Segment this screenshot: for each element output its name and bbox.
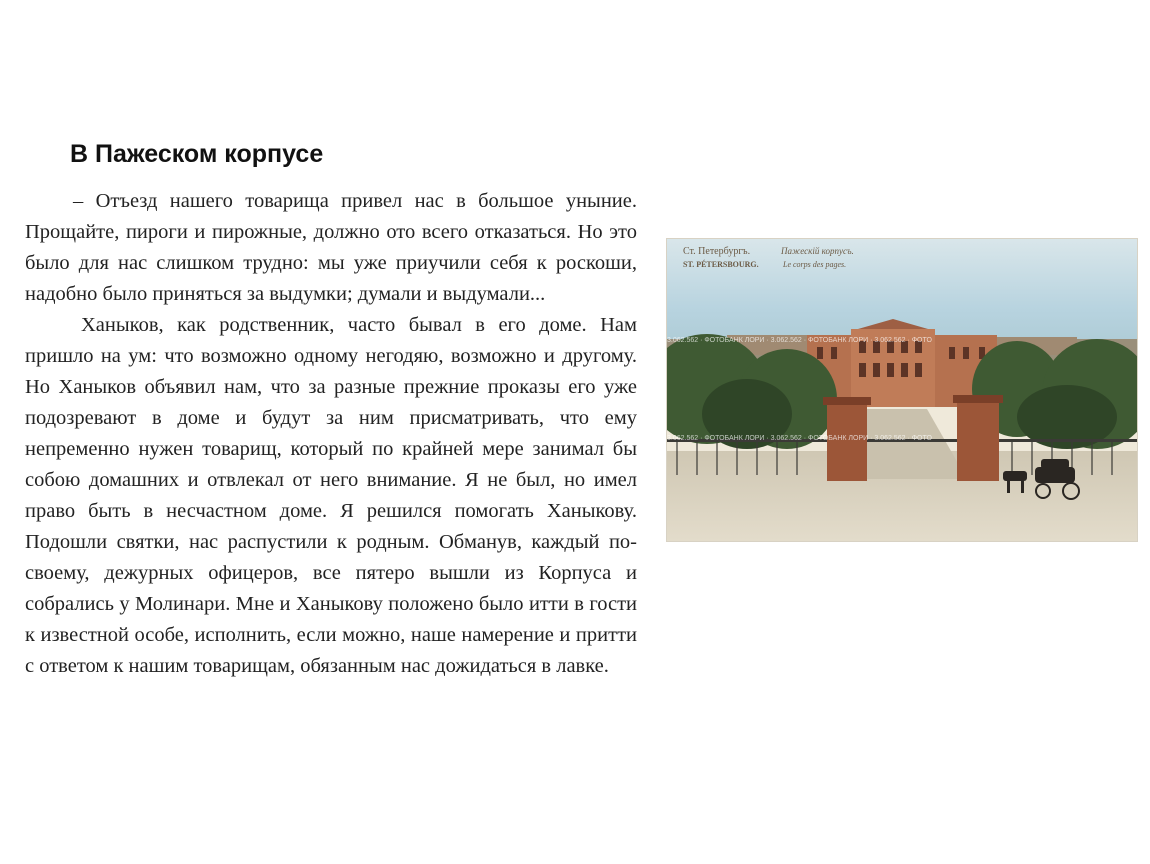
text-body [25, 186, 637, 682]
caption-ru-place: Пажескій корпусъ. [781, 246, 854, 256]
postcard-image [666, 238, 1138, 542]
caption-ru-city: Ст. Петербургъ. [683, 246, 751, 257]
watermark-line-2: 3.062.562 · ФОТОБАНК ЛОРИ · 3.062.562 · ФОТОБАНК ЛОРИ · 3.062.562 · ФОТО [667, 435, 932, 442]
paragraph-1: – Отъезд нашего товарища привел нас в большое уныние. Прощайте, пироги и пирожные, должно ото всего отказаться. Но это было для нас слишком трудно: мы уже приучили себя к роскоши, надобно было приняться за выдумки; думали и выдумали... [25, 190, 637, 305]
caption-fr-place: Le corps des pages. [783, 260, 847, 269]
slide-title: В Пажеском корпусе [70, 140, 324, 168]
watermark-line-1: 3.062.562 · ФОТОБАНК ЛОРИ · 3.062.562 · ФОТОБАНК ЛОРИ · 3.062.562 · ФОТО [667, 337, 932, 344]
paragraph-2: Ханыков, как родственник, часто бывал в его доме. Нам пришло на ум: что возможно одному негодяю, возможно и другому. Но Ханыков объявил нам, что за разные прежние проказы его уже подозревают в доме и будут за ним присматривать, что ему непременно нужен товарищ, который по крайней мере занимал бы собою домашних и отвлекал от него внимание. Я не был, но имел право быть в несчастном доме. Я решился помогать Ханыкову. Подошли святки, нас распустили к родным. Обманув, каждый по-своему, дежурных офицеров, все пятеро вышли из Корпуса и собрались у Молинари. Мне и Ханыкову положено было итти в гости к известной особе, исполнить, если можно, наше намерение и притти с ответом к нашим товарищам, обязанным нас дожидаться в лавке. [25, 314, 637, 677]
caption-fr-city: ST. PÉTERSBOURG. [683, 260, 759, 269]
